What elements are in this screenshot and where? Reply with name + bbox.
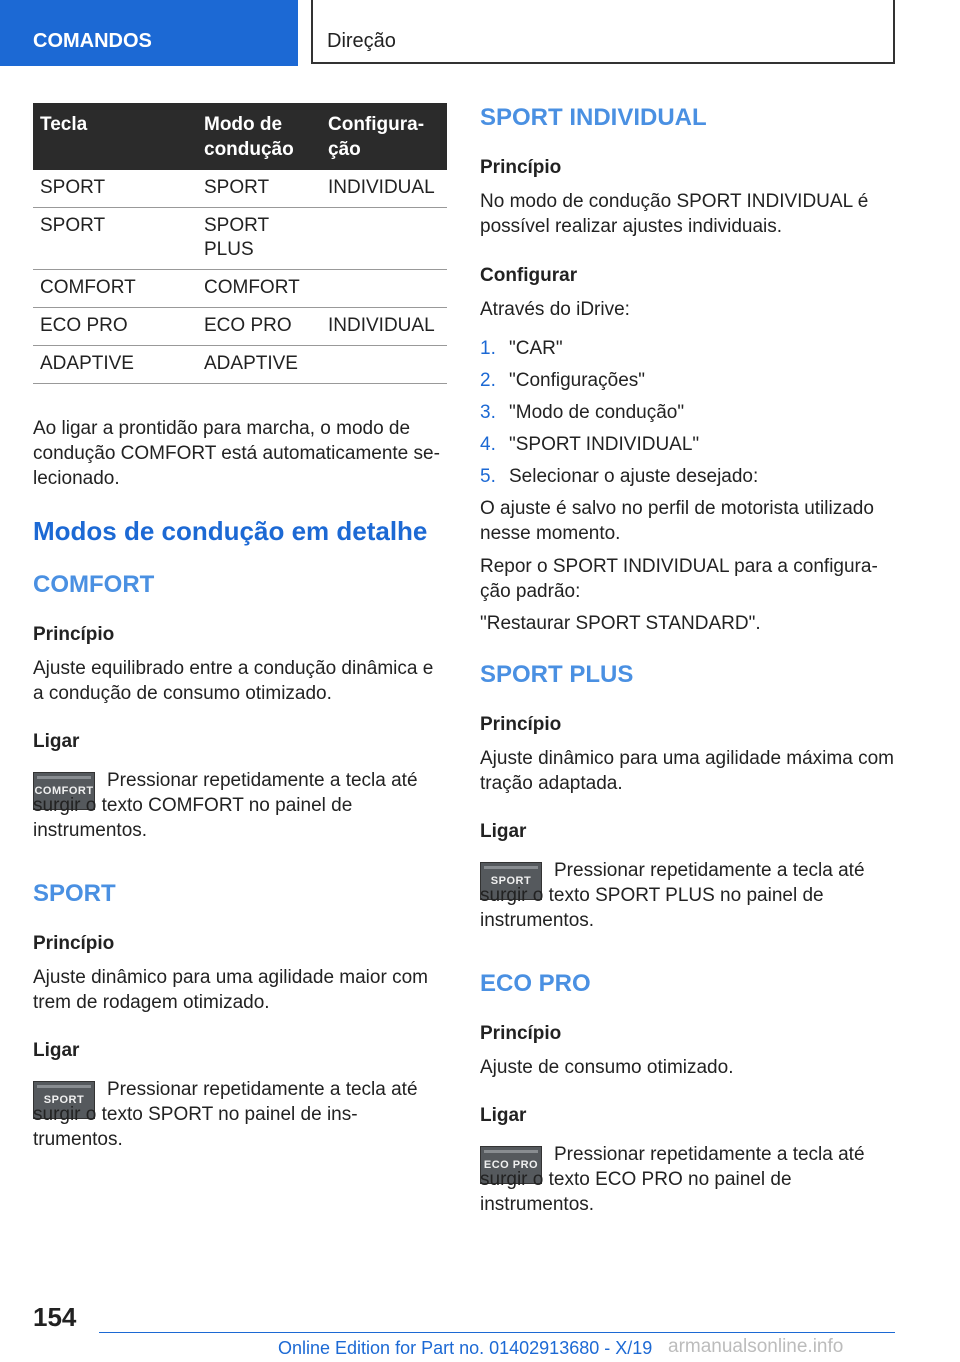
reset-option-text: "Restaurar SPORT STANDARD".: [480, 613, 761, 634]
table-header-mode: Modo de condução: [197, 103, 321, 170]
table-header-config: Configura- ção: [321, 103, 447, 170]
sport-plus-switch-label: Ligar: [480, 821, 527, 842]
table-cell: SPORT: [33, 170, 197, 208]
step-number: 1.: [480, 338, 496, 359]
step-text: "CAR": [509, 338, 563, 359]
comfort-heading: COMFORT: [33, 571, 155, 598]
sport-plus-key-icon: SPORT: [480, 862, 542, 900]
comfort-principle-text: Ajuste equilibrado entre a condução dinâmica e a condução de consumo otimizado.: [33, 658, 434, 704]
edition-text: Online Edition for Part no. 01402913680 - X/19: [278, 1338, 653, 1358]
list-item: [480, 432, 894, 464]
table-cell: [321, 208, 447, 270]
page-number: 154: [33, 1302, 77, 1332]
page-header: [0, 0, 960, 66]
sport-individual-principle-label: Princípio: [480, 157, 562, 178]
table-cell: SPORT: [197, 170, 321, 208]
sport-plus-switch-text: Pressionar repetidamente a tecla até surgir o texto SPORT PLUS no painel de instrumentos.: [480, 860, 865, 931]
eco-pro-switch-text: Pressionar repetidamente a tecla até surgir o texto ECO PRO no painel de instrumentos.: [480, 1144, 865, 1215]
table-cell: ECO PRO: [33, 308, 197, 346]
sport-switch-text: Pressionar repetidamente a tecla até surgir o texto SPORT no painel de ins-trumentos.: [33, 1079, 418, 1150]
step-text: Selecionar o ajuste desejado:: [509, 466, 759, 487]
step-text: "Modo de condução": [509, 402, 685, 423]
eco-pro-principle-text: Ajuste de consumo otimizado.: [480, 1057, 734, 1078]
sport-individual-principle-text: No modo de condução SPORT INDIVIDUAL é possível realizar ajustes individuais.: [480, 191, 869, 237]
table-cell: [321, 270, 447, 308]
sport-principle-label: Princípio: [33, 933, 115, 954]
table-row: [33, 208, 447, 270]
table-cell: INDIVIDUAL: [321, 308, 447, 346]
list-item: [480, 464, 894, 496]
sport-plus-principle-text: Ajuste dinâmico para uma agilidade máxima com tração adaptada.: [480, 748, 894, 794]
table-row: [33, 308, 447, 346]
sport-heading: SPORT: [33, 880, 116, 907]
list-item: [480, 336, 894, 368]
sport-switch-label: Ligar: [33, 1040, 80, 1061]
step-number: 5.: [480, 466, 496, 487]
eco-pro-heading: ECO PRO: [480, 970, 591, 997]
intro-paragraph: Ao ligar a prontidão para marcha, o modo de condução COMFORT está automaticamente se-lecionado.: [33, 418, 440, 489]
table-cell: ADAPTIVE: [197, 346, 321, 384]
table-cell: ECO PRO: [197, 308, 321, 346]
sport-individual-configure-label: Configurar: [480, 265, 578, 286]
eco-pro-switch-label: Ligar: [480, 1105, 527, 1126]
sport-plus-principle-label: Princípio: [480, 714, 562, 735]
watermark-text: armanualsonline.info: [668, 1336, 844, 1357]
sport-key-icon: SPORT: [33, 1081, 95, 1119]
chapter-title: Direção: [311, 0, 895, 64]
table-row: [33, 170, 447, 208]
table-cell: SPORT PLUS: [197, 208, 321, 270]
driving-mode-table: [33, 103, 447, 384]
sport-individual-heading: SPORT INDIVIDUAL: [480, 104, 707, 131]
sport-plus-heading: SPORT PLUS: [480, 661, 634, 688]
table-cell: COMFORT: [197, 270, 321, 308]
table-cell: [321, 346, 447, 384]
comfort-key-icon: COMFORT: [33, 772, 95, 810]
table-cell: INDIVIDUAL: [321, 170, 447, 208]
step-text: "SPORT INDIVIDUAL": [509, 434, 700, 455]
eco-pro-key-icon: ECO PRO: [480, 1146, 542, 1184]
footer-rule: [99, 1332, 895, 1333]
table-cell: SPORT: [33, 208, 197, 270]
table-row: [33, 270, 447, 308]
step-number: 2.: [480, 370, 496, 391]
sport-principle-text: Ajuste dinâmico para uma agilidade maior com trem de rodagem otimizado.: [33, 967, 428, 1013]
list-item: [480, 400, 894, 432]
comfort-switch-label: Ligar: [33, 731, 80, 752]
comfort-switch-text: Pressionar repetidamente a tecla até surgir o texto COMFORT no painel de instrumentos.: [33, 770, 418, 841]
table-header-row: [33, 103, 447, 170]
main-heading: Modos de condução em detalhe: [33, 516, 428, 546]
sport-individual-via-text: Através do iDrive:: [480, 299, 630, 320]
saved-profile-text: O ajuste é salvo no perfil de motorista utilizado nesse momento.: [480, 498, 874, 544]
config-steps-list: [480, 336, 894, 496]
step-number: 3.: [480, 402, 496, 423]
step-text: "Configurações": [509, 370, 646, 391]
table-cell: ADAPTIVE: [33, 346, 197, 384]
table-header-key: Tecla: [33, 103, 197, 170]
section-tab: COMANDOS: [0, 0, 298, 66]
table-row: [33, 346, 447, 384]
step-number: 4.: [480, 434, 496, 455]
table-cell: COMFORT: [33, 270, 197, 308]
eco-pro-principle-label: Princípio: [480, 1023, 562, 1044]
comfort-principle-label: Princípio: [33, 624, 115, 645]
reset-text: Repor o SPORT INDIVIDUAL para a configura-ção padrão:: [480, 556, 878, 602]
list-item: [480, 368, 894, 400]
